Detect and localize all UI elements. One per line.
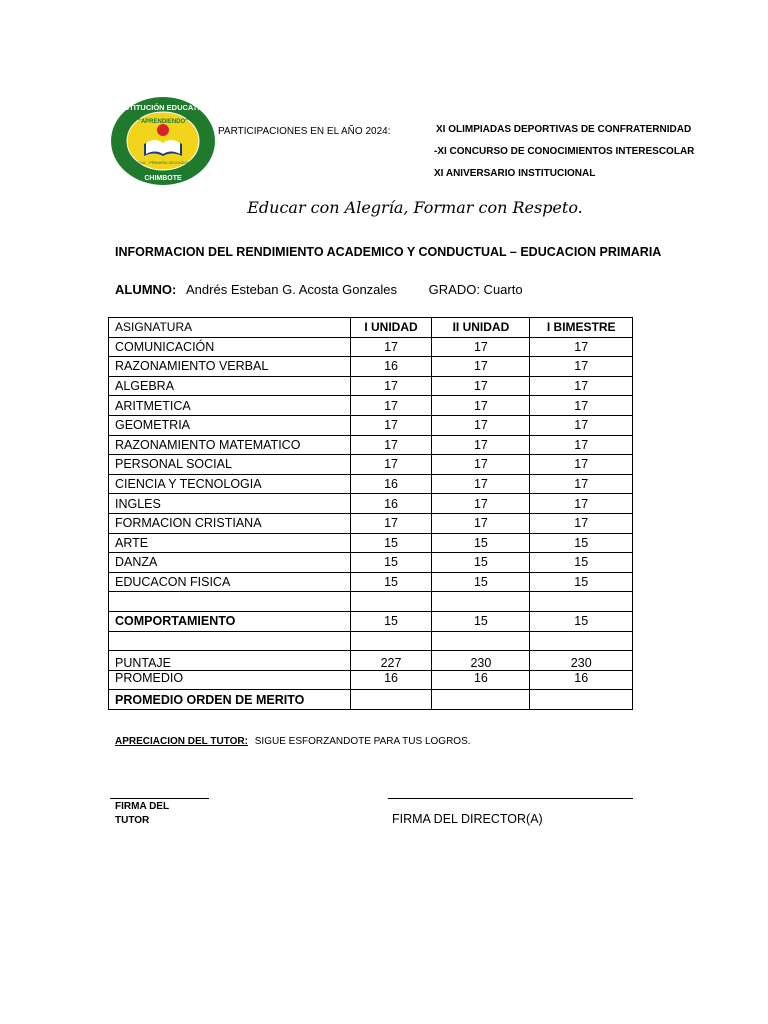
grade-cell: 15	[350, 611, 432, 631]
empty-row	[109, 592, 633, 612]
subject-cell: PERSONAL SOCIAL	[109, 455, 351, 475]
subject-cell: COMUNICACIÓN	[109, 337, 351, 357]
header-bimester-1: I BIMESTRE	[530, 318, 633, 338]
subject-row	[109, 415, 633, 435]
grade-cell: 15	[432, 553, 530, 573]
school-logo	[110, 96, 216, 186]
subject-cell: ARTE	[109, 533, 351, 553]
subject-row	[109, 357, 633, 377]
event-item: XI OLIMPIADAS DEPORTIVAS DE CONFRATERNIDAD	[436, 124, 692, 135]
empty-row	[109, 631, 633, 651]
grade-cell: 16	[350, 474, 432, 494]
subject-row	[109, 572, 633, 592]
grade-cell: 17	[530, 396, 633, 416]
subject-row	[109, 376, 633, 396]
subject-row	[109, 553, 633, 573]
student-name: Andrés Esteban G. Acosta Gonzales	[186, 282, 398, 297]
grade-cell: 17	[432, 435, 530, 455]
grade-cell: 15	[350, 553, 432, 573]
subject-cell: INGLES	[109, 494, 351, 514]
grade-cell: 16	[530, 670, 633, 690]
grade-cell: 230	[432, 651, 530, 671]
grade-cell	[350, 592, 432, 612]
grade-cell: 15	[530, 611, 633, 631]
subject-row	[109, 435, 633, 455]
grade-cell: 17	[530, 455, 633, 475]
tutor-appreciation	[115, 736, 471, 747]
score-row	[109, 651, 633, 671]
report-title: INFORMACION DEL RENDIMIENTO ACADEMICO Y CONDUCTUAL – EDUCACION PRIMARIA	[115, 245, 662, 259]
logo-ring-text: INSTITUCIÓN EDUCATIVA	[116, 103, 210, 112]
tutor-signature-line	[110, 798, 209, 799]
grade-cell: 17	[432, 357, 530, 377]
grade-cell: 17	[350, 455, 432, 475]
grade-cell: 15	[350, 572, 432, 592]
subject-cell: DANZA	[109, 553, 351, 573]
grade-cell: 16	[350, 670, 432, 690]
grade-cell: 15	[350, 533, 432, 553]
grade-cell: 17	[530, 415, 633, 435]
grade-cell: 17	[432, 376, 530, 396]
grade-cell: 15	[530, 533, 633, 553]
grade-cell: 17	[350, 396, 432, 416]
subject-row	[109, 494, 633, 514]
grade-cell: 17	[530, 337, 633, 357]
grade-cell	[530, 690, 633, 710]
subject-cell: PUNTAJE	[109, 651, 351, 671]
grade-cell: 17	[530, 376, 633, 396]
school-motto: Educar con Alegría, Formar con Respeto.	[247, 198, 583, 217]
subject-row	[109, 513, 633, 533]
grade-cell	[350, 631, 432, 651]
event-item: -XI CONCURSO DE CONOCIMIENTOS INTERESCOLAR	[434, 146, 695, 157]
subject-row	[109, 455, 633, 475]
subject-cell	[109, 631, 351, 651]
subject-cell: RAZONAMIENTO MATEMATICO	[109, 435, 351, 455]
subject-cell: COMPORTAMIENTO	[109, 611, 351, 631]
grade-cell: 17	[530, 474, 633, 494]
logo-city: CHIMBOTE	[144, 175, 182, 182]
grade-cell: 227	[350, 651, 432, 671]
grade-cell: 17	[432, 455, 530, 475]
behavior-row	[109, 611, 633, 631]
grade-cell: 15	[530, 572, 633, 592]
subject-row	[109, 396, 633, 416]
grade-cell	[350, 690, 432, 710]
grade-cell: 17	[350, 415, 432, 435]
logo-name: "APRENDIENDO"	[137, 119, 189, 125]
subject-cell	[109, 592, 351, 612]
header-unit-1: I UNIDAD	[350, 318, 432, 338]
grade-cell: 15	[530, 553, 633, 573]
grade-cell: 15	[432, 611, 530, 631]
subject-cell: EDUCACON FISICA	[109, 572, 351, 592]
grade-cell: 17	[432, 494, 530, 514]
grade-cell: 17	[432, 474, 530, 494]
subject-cell: ARITMETICA	[109, 396, 351, 416]
student-info	[115, 282, 523, 297]
director-signature-label: FIRMA DEL DIRECTOR(A)	[392, 812, 543, 826]
tutor-signature-label: FIRMA DEL TUTOR	[115, 801, 169, 826]
subject-row	[109, 337, 633, 357]
header-subject: ASIGNATURA	[109, 318, 351, 338]
grade-cell: 16	[350, 357, 432, 377]
events-list	[434, 124, 694, 190]
student-label: ALUMNO:	[115, 282, 177, 297]
grade-cell: 230	[530, 651, 633, 671]
subject-row	[109, 474, 633, 494]
grade-cell: 16	[432, 670, 530, 690]
grade-cell	[432, 592, 530, 612]
subject-cell: RAZONAMIENTO VERBAL	[109, 357, 351, 377]
grade-cell	[530, 592, 633, 612]
grade-cell	[432, 631, 530, 651]
grade-cell: 16	[350, 494, 432, 514]
student-grade: GRADO: Cuarto	[428, 282, 523, 297]
average-row	[109, 670, 633, 690]
logo-levels: INICIAL - PRIMARIA SECUNDARIA	[132, 161, 194, 165]
subject-cell: PROMEDIO ORDEN DE MERITO	[109, 690, 351, 710]
grade-cell: 15	[432, 533, 530, 553]
grade-cell: 17	[432, 396, 530, 416]
participations-label: PARTICIPACIONES EN EL AÑO 2024:	[218, 126, 391, 137]
subject-cell: ALGEBRA	[109, 376, 351, 396]
subject-cell: CIENCIA Y TECNOLOGIA	[109, 474, 351, 494]
grade-cell	[432, 690, 530, 710]
event-item: XI ANIVERSARIO INSTITUCIONAL	[434, 168, 596, 179]
grade-cell: 17	[530, 435, 633, 455]
director-signature-line	[388, 798, 633, 799]
grade-cell: 15	[432, 572, 530, 592]
grade-cell: 17	[530, 357, 633, 377]
grade-cell: 17	[350, 376, 432, 396]
tutor-appreciation-label: APRECIACION DEL TUTOR:	[115, 736, 248, 747]
grade-cell: 17	[350, 513, 432, 533]
header-unit-2: II UNIDAD	[432, 318, 530, 338]
subject-cell: PROMEDIO	[109, 670, 351, 690]
grade-cell: 17	[350, 337, 432, 357]
grade-cell: 17	[530, 513, 633, 533]
grade-cell: 17	[432, 337, 530, 357]
grade-cell	[530, 631, 633, 651]
grade-cell: 17	[432, 513, 530, 533]
grades-table	[108, 317, 633, 710]
grade-cell: 17	[432, 415, 530, 435]
table-header-row	[109, 318, 633, 338]
grade-cell: 17	[530, 494, 633, 514]
subject-row	[109, 533, 633, 553]
subject-cell: GEOMETRIA	[109, 415, 351, 435]
merit-row	[109, 690, 633, 710]
tutor-appreciation-text: SIGUE ESFORZANDOTE PARA TUS LOGROS.	[254, 736, 471, 747]
grade-cell: 17	[350, 435, 432, 455]
subject-cell: FORMACION CRISTIANA	[109, 513, 351, 533]
